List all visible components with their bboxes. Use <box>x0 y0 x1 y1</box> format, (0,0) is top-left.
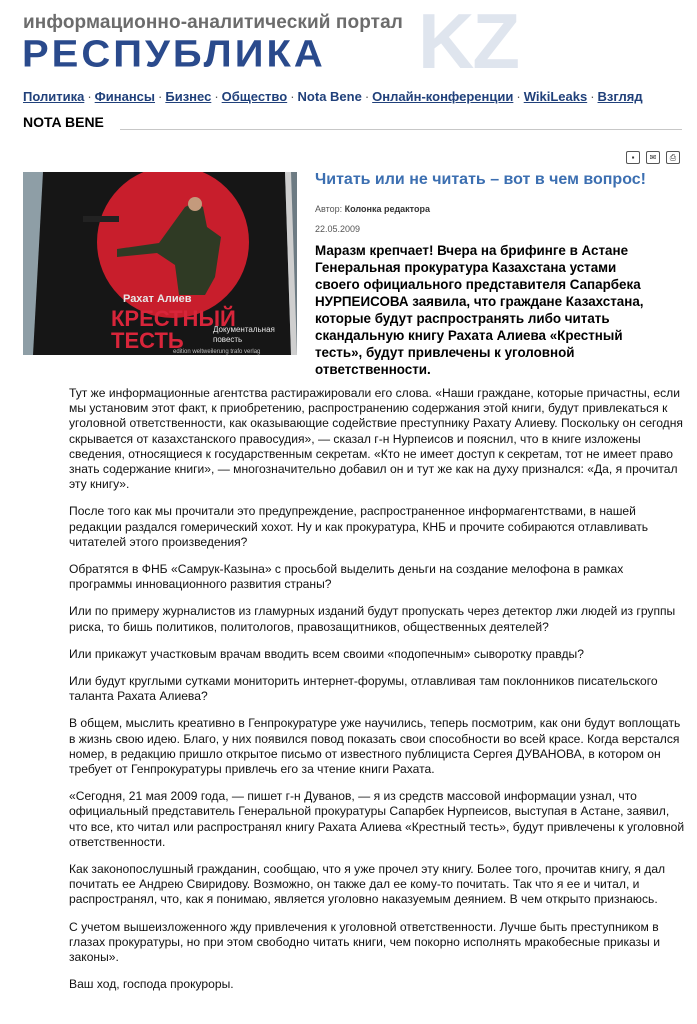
nav-item-view[interactable]: Взгляд <box>597 89 643 104</box>
nav-item-society[interactable]: Общество <box>221 89 288 104</box>
author-label: Автор: <box>315 204 343 214</box>
section-divider <box>120 129 682 130</box>
nav-separator: · <box>87 89 92 104</box>
book-cover-graphic <box>23 172 297 355</box>
nav-separator: · <box>214 89 219 104</box>
nav-separator: · <box>590 89 595 104</box>
site-logo[interactable]: РЕСПУБЛИКА <box>22 33 326 75</box>
article-paragraph: Как законопослушный гражданин, сообщаю, что я уже прочел эту книгу. Более того, прочитав книгу, я дал почитать ее Андрею Свиридову. Возможно, он также дал ее кому-то почитать. Так что я ее и читал, и распространял, что, как я понимаю, является уголовно наказуемым деянием. В чем открыто признаюсь. <box>69 862 666 907</box>
book-title-line1: КРЕСТНЫЙ <box>111 306 236 331</box>
nav-separator: · <box>290 89 295 104</box>
article-paragraph: В общем, мыслить креативно в Генпрокуратуре уже научились, теперь посмотрим, как они будут воплощать в жизнь свою идею. Благо, у них появился повод показать свои способности во всей красе. Когда верстался номер, в редакцию пришло открытое письмо от известного публициста Сергея ДУВАНОВА, в котором он требует от Генпрокуратуры привлечь его за чтение книги Рахата. <box>69 716 681 777</box>
article-paragraph: После того как мы прочитали это предупреждение, распространенное информагентствами, в нашей редакции раздался гомерический хохот. Ну и как прокуратура, КНБ и прочите собираются отлавливать читателей этого произведения? <box>69 504 649 549</box>
logo-suffix: KZ <box>418 0 518 85</box>
save-icon[interactable]: ▪ <box>626 151 640 164</box>
article-paragraph: Тут же информационные агентства растиражировали его слова. «Наши граждане, которые причастны, если мы установим этот факт, к приобретению, распространению содержания этой книги, будут привлекаться к уголовной ответственности, как оказывающие содействие преступнику Рахату Алиеву. Поскольку он сегодня скрывается от казахстанского правосудия», — сказал г-н Нурпеисов и пояснил, что в книге изложены сведения, относящиеся к государственным секретам. «Кто не имеет доступ к секретам, тот не имеет право знать содержание книги», — многозначительно добавил он и тут же как на духу признался: «Да, я прочитал эту книгу». <box>69 386 683 492</box>
section-title: NOTA BENE <box>23 114 104 130</box>
nav-separator: · <box>364 89 370 104</box>
book-cover-image <box>23 172 297 355</box>
article-paragraph: Обратятся в ФНБ «Самрук-Казына» с просьбой выделить деньги на создание мелофона в рамках программы инновационного развития страны? <box>69 562 624 592</box>
nav-separator: · <box>158 89 163 104</box>
article-paragraph: Или по примеру журналистов из гламурных изданий будут пропускать через детектор лжи людей из группы риска, то бишь политиков, политологов, правозащитников, общественных деятелей? <box>69 604 676 634</box>
article-paragraph: Или прикажут участковым врачам вводить всем своими «подопечным» сыворотку правды? <box>69 646 584 661</box>
article-author-line <box>315 204 430 214</box>
article-paragraph: С учетом вышеизложенного жду привлечения к уголовной ответственности. Лучше быть преступником в глазах прокуратуры, но при этом свободно читать книги, чем покорно исполнять мракобесные приказы и законы». <box>69 919 660 965</box>
nav-item-nota-bene[interactable]: Nota Bene <box>297 89 362 104</box>
site-tagline: информационно-аналитический портал <box>23 12 403 33</box>
mail-icon[interactable]: ✉ <box>646 151 660 164</box>
nav-item-finance[interactable]: Финансы <box>94 89 156 104</box>
nav-item-online-conferences[interactable]: Онлайн-конференции <box>372 89 514 104</box>
site-header <box>0 0 697 84</box>
main-nav <box>23 89 643 104</box>
nav-item-wikileaks[interactable]: WikiLeaks <box>523 89 588 104</box>
nav-separator: · <box>516 89 521 104</box>
book-author: Рахат Алиев <box>123 293 192 305</box>
article-title: Читать или не читать – вот в чем вопрос! <box>315 171 646 188</box>
book-title-line2: ТЕСТЬ <box>111 328 184 353</box>
article-paragraph: Или будут круглыми сутками мониторить интернет-форумы, отлавливая там поклонников писательского таланта Рахата Алиева? <box>69 674 658 704</box>
book-subtitle1: Документальная <box>213 325 275 334</box>
nav-item-business[interactable]: Бизнес <box>165 89 212 104</box>
article-author[interactable]: Колонка редактора <box>344 204 430 214</box>
article-date: 22.05.2009 <box>315 224 361 234</box>
print-icon[interactable]: ⎙ <box>666 151 680 164</box>
article-paragraph: Ваш ход, господа прокуроры. <box>69 977 234 992</box>
nav-item-politics[interactable]: Политика <box>23 89 85 104</box>
book-publisher: edition weltweilerung trafo verlag <box>173 349 261 355</box>
book-subtitle2: повесть <box>213 335 243 344</box>
article-body <box>69 386 685 1005</box>
article-paragraph: «Сегодня, 21 мая 2009 года, — пишет г-н Дуванов, — я из средств массовой информации узнал, что официальный представитель Генеральной прокуратуры Сапарбек Нурпеисов, выступая в Астане, заявил, что все, кто читал или распространял книгу Рахата Алиева «Крестный тесть», будут привлечены к уголовной ответственности. <box>69 789 685 849</box>
article-lead: Маразм крепчает! Вчера на брифинге в Астане Генеральная прокуратура Казахстана устами своего официального представителя Сапарбека НУРПЕИСОВА заявила, что граждане Казахстана, которые будут распространять либо читать скандальную книгу Рахата Алиева «Крестный тесть», будут привлечены к уголовной ответственности. <box>315 243 644 377</box>
article-tools <box>626 151 680 164</box>
